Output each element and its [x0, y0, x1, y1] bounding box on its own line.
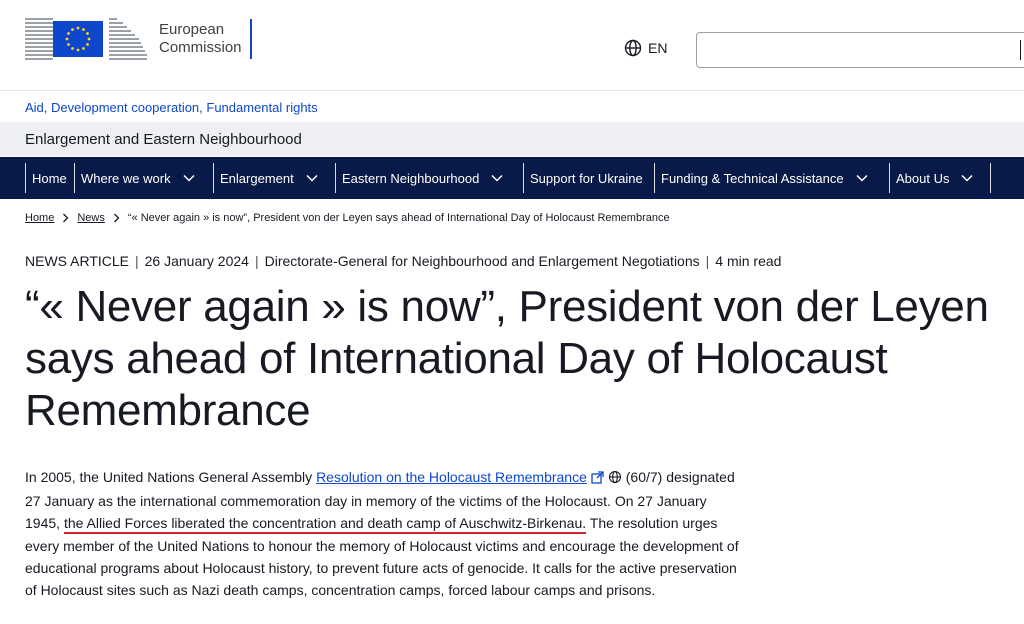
logo-lines-left — [25, 18, 53, 60]
parent-site-link[interactable]: Aid, Development cooperation, Fundamental rights — [25, 100, 318, 115]
meta-separator: | — [135, 253, 139, 269]
external-link-icon[interactable] — [591, 468, 604, 490]
chevron-down-icon[interactable] — [856, 174, 868, 182]
article-body — [25, 466, 745, 601]
header-divider — [0, 90, 1024, 91]
chevron-down-icon[interactable] — [961, 174, 973, 182]
paragraph-text: (60/7) designated 27 January as the international commemoration day in memory of the victims of the Holocaust. On 27 January 1945, — [25, 469, 735, 532]
meta-separator: | — [254, 253, 259, 269]
breadcrumb-home-link[interactable]: Home — [25, 212, 55, 224]
nav-item-home[interactable] — [25, 163, 74, 193]
logo-accent-bar — [250, 19, 252, 59]
nav-item-label: Where we work — [81, 170, 171, 186]
nav-item-where-we-work[interactable] — [74, 163, 203, 193]
nav-item-funding-technical-assistance[interactable] — [654, 163, 876, 193]
nav-item-label: Support for Ukraine — [530, 170, 643, 186]
breadcrumb-current: “« Never again » is now”, President von der Leyen says ahead of International Day of Holocaust Remembrance — [127, 212, 670, 224]
nav-item-label: Enlargement — [220, 170, 294, 186]
meta-separator: | — [705, 253, 710, 269]
paragraph-text: The resolution urges every member of the United Nations to honour the memory of Holocaust victims and encourage the development of educational programs about Holocaust history, to prevent future acts of genocide. It calls for the active preservation of Holocaust sites such as Nazi death camps, concentration camps, forced labour camps and prisons. — [25, 515, 739, 599]
globe-icon — [624, 39, 642, 57]
page-title: “« Never again » is now”, President von der Leyen says ahead of International Day of Holocaust Remembrance — [25, 282, 989, 435]
site-name-bar — [0, 122, 1024, 156]
site-name[interactable]: Enlargement and Eastern Neighbourhood — [25, 131, 302, 148]
nav-item-label: Funding & Technical Assistance — [661, 170, 844, 186]
european-commission-logo[interactable] — [25, 8, 252, 70]
chevron-down-icon[interactable] — [183, 174, 195, 182]
article-type: NEWS ARTICLE — [25, 253, 129, 269]
search-cursor — [1020, 40, 1021, 60]
globe-language-icon[interactable] — [608, 468, 622, 490]
eu-flag-icon — [53, 21, 103, 57]
nav-item-eastern-neighbourhood[interactable] — [335, 163, 511, 193]
logo-lines-right — [109, 18, 147, 60]
nav-item-label: About Us — [896, 170, 950, 186]
nav-item-enlargement[interactable] — [213, 163, 326, 193]
nav-item-label: Eastern Neighbourhood — [342, 170, 480, 186]
logo-line1: European — [159, 21, 225, 38]
nav-item-about-us[interactable] — [889, 163, 981, 193]
article-meta — [25, 253, 781, 269]
breadcrumb — [25, 212, 670, 224]
search-input[interactable] — [696, 32, 1024, 68]
breadcrumb-news-link[interactable]: News — [77, 212, 105, 224]
article-date: 26 January 2024 — [144, 253, 249, 269]
nav-item-support-for-ukraine[interactable] — [523, 163, 643, 193]
main-navigation — [0, 157, 1024, 199]
language-selector[interactable] — [624, 39, 667, 57]
highlighted-text: the Allied Forces liberated the concentration and death camp of Auschwitz-Birkenau. — [64, 515, 586, 534]
nav-divider — [990, 163, 991, 193]
paragraph-text: In 2005, the United Nations General Assembly — [25, 469, 317, 485]
language-label: EN — [648, 40, 668, 56]
chevron-down-icon[interactable] — [491, 174, 503, 182]
article-dg: Directorate-General for Neighbourhood and Enlargement Negotiations — [264, 253, 700, 269]
chevron-right-icon — [113, 213, 120, 223]
chevron-right-icon — [62, 213, 69, 223]
logo-line2: Commission — [159, 39, 242, 56]
site-header — [0, 0, 1024, 90]
resolution-link[interactable]: Resolution on the Holocaust Remembrance — [316, 469, 587, 485]
article-read-time: 4 min read — [715, 253, 782, 269]
nav-item-label: Home — [32, 170, 67, 186]
chevron-down-icon[interactable] — [306, 174, 318, 182]
logo-text — [159, 21, 242, 57]
